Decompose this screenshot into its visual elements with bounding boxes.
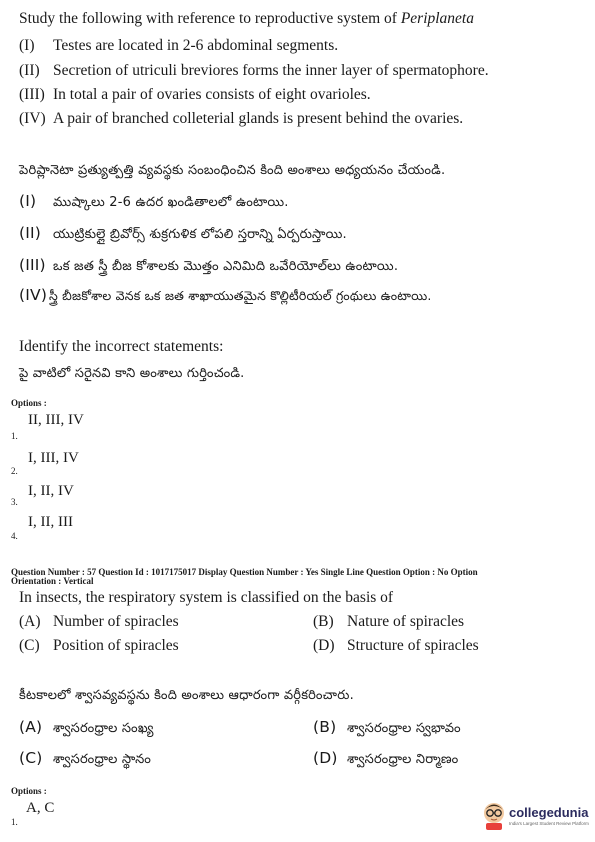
- choice: (A) Number of spiracles: [19, 613, 179, 630]
- logo-name: collegedunia: [509, 805, 589, 820]
- statement: (II) Secretion of utriculi breviores forms the inner layer of spermatophore.: [19, 62, 489, 79]
- telugu-statement: (II) యుట్రికుల్లై బ్రివోర్స్ శుక్రగుళిక లోపలి స్తరాన్ని ఏర్పరుస్తాయి.: [19, 224, 347, 242]
- option-number: 4.: [11, 531, 18, 541]
- statement: (IV) A pair of branched colleterial glands is present behind the ovaries.: [19, 110, 464, 127]
- option-value[interactable]: I, II, IV: [28, 483, 74, 499]
- collegedunia-logo: [480, 800, 592, 834]
- question-meta-orientation: Orientation : Vertical: [11, 576, 94, 586]
- option-number: 2.: [11, 466, 18, 476]
- telugu-statement: (I) ముష్కాలు 2-6 ఉదర ఖండితాలలో ఉంటాయి.: [19, 192, 289, 210]
- telugu-choice: (D) శ్వాసరంధ్రాల నిర్మాణం: [313, 749, 459, 767]
- identify-prompt: Identify the incorrect statements:: [19, 338, 224, 355]
- telugu-statement: (III) ఒక జత స్త్రీ బీజ కోశాలకు మొత్తం ఎనిమిది ఒవేరియోల్‌లు ఉంటాయి.: [19, 256, 399, 274]
- option-number: 1.: [11, 817, 18, 827]
- statement: (III) In total a pair of ovaries consists of eight ovarioles.: [19, 86, 371, 103]
- option-value[interactable]: I, II, III: [28, 514, 73, 530]
- statement: (I) Testes are located in 2-6 abdominal segments.: [19, 37, 339, 54]
- mascot-icon: [480, 800, 508, 830]
- telugu-question: కీటకాలలో శ్వాసవ్యవస్థను కింది అంశాలు ఆధారంగా వర్గీకరించారు.: [19, 688, 354, 703]
- options-label: Options :: [11, 398, 47, 408]
- option-value[interactable]: A, C: [26, 800, 55, 816]
- telugu-choice: (C) శ్వాసరంధ్రాల స్థానం: [19, 749, 152, 767]
- option-number: 3.: [11, 497, 18, 507]
- choice: (B) Nature of spiracles: [313, 613, 465, 630]
- question-meta: Question Number : 57 Question Id : 1017175017 Display Question Number : Yes Single Line Question Option : No Option: [11, 567, 478, 577]
- choice: (D) Structure of spiracles: [313, 637, 479, 654]
- telugu-intro: పెరిప్లానెటా ప్రత్యుత్పత్తి వ్యవస్థకు సంబంధించిన కింది అంశాలు అధ్యయనం చేయండి.: [19, 163, 446, 178]
- question-intro: Study the following with reference to reproductive system of Periplaneta: [19, 10, 474, 27]
- option-number: 1.: [11, 431, 18, 441]
- option-value[interactable]: II, III, IV: [28, 412, 84, 428]
- options-label: Options :: [11, 786, 47, 796]
- telugu-choice: (A) శ్వాసరంధ్రాల సంఖ్య: [19, 718, 154, 736]
- question-text: In insects, the respiratory system is classified on the basis of: [19, 589, 394, 606]
- option-value[interactable]: I, III, IV: [28, 450, 79, 466]
- logo-tagline: India's Largest Student Review Platform: [509, 821, 589, 826]
- choice: (C) Position of spiracles: [19, 637, 179, 654]
- telugu-choice: (B) శ్వాసరంధ్రాల స్వభావం: [313, 718, 461, 736]
- telugu-identify: పై వాటిలో సరైనవి కాని అంశాలు గుర్తించండి.: [19, 366, 245, 381]
- telugu-statement: (IV) స్త్రీ బీజకోశాల వెనక ఒక జత శాఖాయుతమైన కొల్లిటీరియల్ గ్రంథులు ఉంటాయి.: [19, 286, 432, 304]
